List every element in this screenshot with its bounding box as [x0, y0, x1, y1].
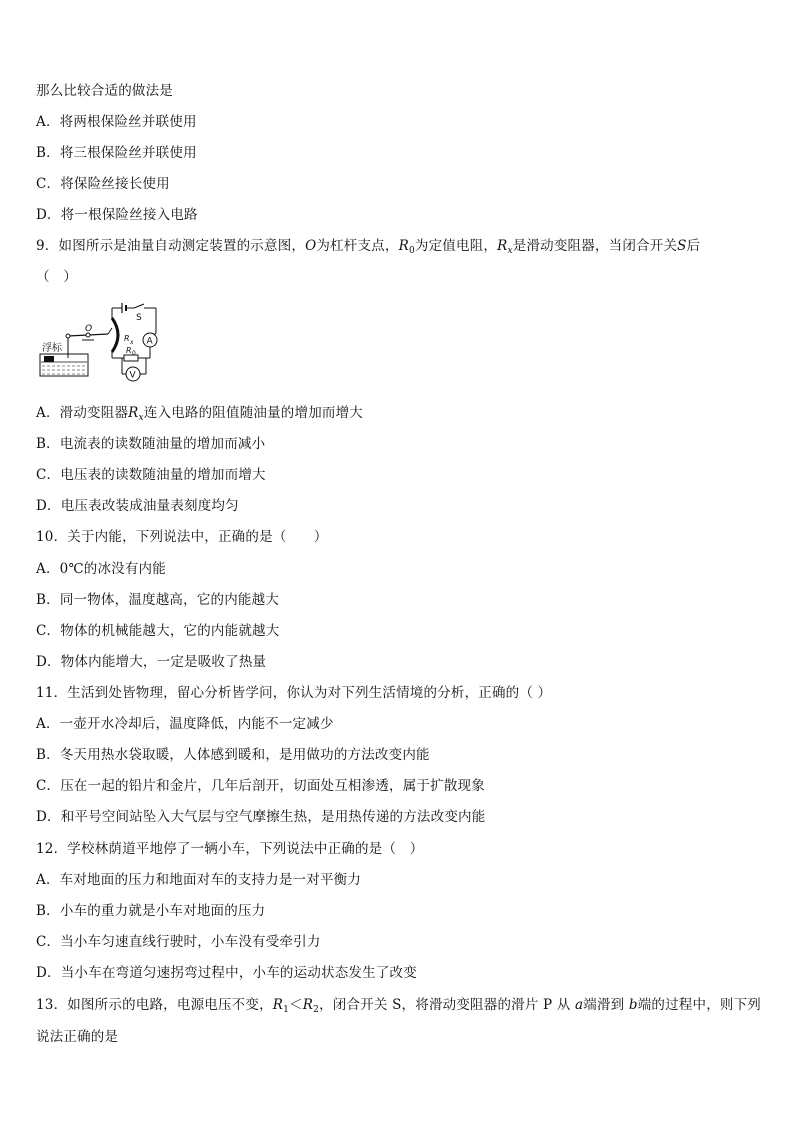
q9-s: S — [677, 238, 687, 254]
r0-sub: 0 — [132, 350, 136, 357]
q12-option-d: D．当小车在弯道匀速拐弯过程中，小车的运动状态发生了改变 — [36, 965, 417, 981]
resistor-r0 — [124, 355, 138, 361]
q13-a: a — [575, 997, 584, 1013]
q9-rx: R — [497, 238, 508, 254]
q12-stem: 12．学校林荫道平地停了一辆小车，下列说法中正确的是（ ） — [36, 841, 424, 857]
float — [44, 356, 54, 362]
q11-stem: 11．生活到处皆物理，留心分析皆学问，你认为对下列生活情境的分析，正确的（ ） — [36, 685, 552, 701]
q10-option-d: D．物体内能增大，一定是吸收了热量 — [36, 654, 267, 670]
q9-r0-sub: 0 — [408, 246, 415, 256]
q9-answer-paren: （ ） — [36, 269, 78, 285]
q12-option-c: C．当小车匀速直线行驶时，小车没有受牵引力 — [36, 934, 321, 950]
rx-label: R — [124, 334, 130, 343]
q9-stem-e: 后 — [686, 238, 701, 254]
q10-option-c: C．物体的机械能越大，它的内能就越大 — [36, 623, 280, 639]
q9-option-b: B．电流表的读数随油量的增加而减小 — [36, 436, 266, 452]
q9-stem-a: 9．如图所示是油量自动测定装置的示意图， — [36, 238, 306, 254]
q8-stem-continuation: 那么比较合适的做法是 — [36, 83, 173, 99]
q9-option-c: C．电压表的读数随油量的增加而增大 — [36, 467, 266, 483]
rheostat-rx — [112, 318, 118, 352]
q10-option-a: A．0℃的冰没有内能 — [36, 561, 166, 577]
q8-option-a: A．将两根保险丝并联使用 — [36, 114, 197, 130]
q10-option-b: B．同一物体，温度越高，它的内能越大 — [36, 592, 280, 608]
switch-label: S — [136, 313, 142, 323]
q13-stem — [36, 996, 761, 1019]
q13-stem-b: ，闭合开关 S，将滑动变阻器的滑片 P 从 — [319, 997, 576, 1013]
q13-stem-continuation: 说法正确的是 — [36, 1029, 119, 1045]
oil-gauge-circuit-diagram — [38, 300, 158, 390]
q13-b: b — [628, 997, 638, 1013]
q9-stem-c: 为定值电阻， — [414, 238, 498, 254]
rx-sub: x — [130, 339, 134, 346]
q9-opt-a-pre: A．滑动变阻器 — [36, 405, 129, 421]
r0-label: R — [126, 346, 132, 355]
q9-opt-a-sub: x — [138, 413, 144, 423]
q10-stem: 10．关于内能，下列说法中，正确的是（ ） — [36, 529, 328, 545]
q8-option-b: B．将三根保险丝并联使用 — [36, 145, 197, 161]
rod-pivot — [66, 334, 70, 338]
q13-r2-sub: 2 — [313, 1005, 320, 1015]
ammeter-label: A — [146, 336, 153, 347]
q11-option-b: B．冬天用热水袋取暖，人体感到暖和，是用做功的方法改变内能 — [36, 747, 430, 763]
wire-right-2 — [154, 333, 156, 335]
q13-stem-c: 端滑到 — [583, 997, 629, 1013]
q9-opt-a-post: 连入电路的阻值随油量的增加而增大 — [143, 405, 364, 421]
q9-r0: R — [398, 238, 409, 254]
q11-option-a: A．一壶开水冷却后，温度降低，内能不一定减少 — [36, 716, 334, 732]
q9-rx-sub: x — [507, 246, 513, 256]
q13-r1: R — [272, 997, 284, 1013]
q13-stem-a: 13．如图所示的电路，电源电压不变， — [36, 997, 273, 1013]
slider-arm — [108, 328, 112, 334]
q9-o: O — [305, 238, 317, 254]
q9-stem — [36, 237, 700, 260]
q12-option-a: A．车对地面的压力和地面对车的支持力是一对平衡力 — [36, 872, 362, 888]
oil-gauge-circuit-svg — [38, 300, 158, 390]
q12-option-b: B．小车的重力就是小车对地面的压力 — [36, 903, 266, 919]
voltmeter-label: V — [129, 370, 136, 381]
switch-blade — [134, 304, 144, 308]
q8-option-d: D．将一根保险丝接入电路 — [36, 207, 198, 223]
q9-opt-a-r: R — [128, 405, 139, 421]
q13-r2: R — [302, 997, 314, 1013]
q9-stem-d: 是滑动变阻器，当闭合开关 — [512, 238, 678, 254]
fulcrum-label: O — [85, 324, 93, 334]
q9-option-a — [36, 404, 363, 427]
float-label: 浮标 — [42, 343, 62, 354]
q13-stem-d: 端的过程中，则下列 — [637, 997, 762, 1013]
q11-option-d: D．和平号空间站坠入大气层与空气摩擦生热，是用热传递的方法改变内能 — [36, 809, 486, 825]
q9-stem-b: 为杠杆支点， — [316, 238, 399, 254]
q13-r1-sub: 1 — [283, 1005, 290, 1015]
q9-option-d: D．电压表改装成油量表刻度均匀 — [36, 498, 239, 514]
q13-lt: ＜ — [289, 997, 303, 1013]
q11-option-c: C．压在一起的铅片和金片，几年后剖开，切面处互相渗透，属于扩散现象 — [36, 778, 485, 794]
q8-option-c: C．将保险丝接长使用 — [36, 176, 170, 192]
